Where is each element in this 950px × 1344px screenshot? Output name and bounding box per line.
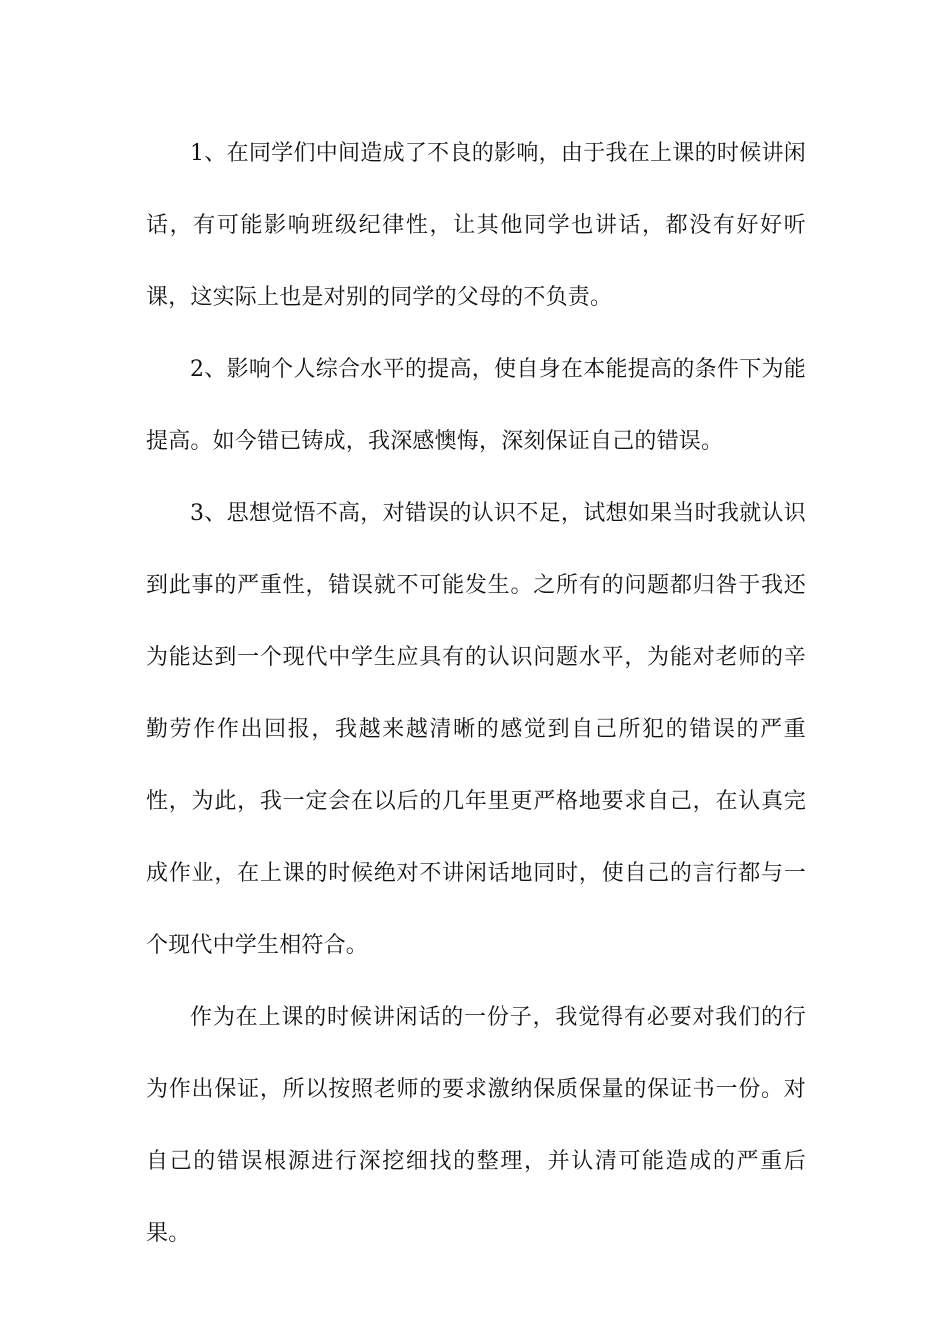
paragraph-3: 3、思想觉悟不高，对错误的认识不足，试想如果当时我就认识到此事的严重性，错误就不可能发生。之所有的问题都归咎于我还为能达到一个现代中学生应具有的认识问题水平，为能对老师的辛勤劳作作出回报，我越来越清晰的感觉到自己所犯的错误的严重性，为此，我一定会在以后的几年里更严格地要求自己，在认真完成作业，在上课的时候绝对不讲闲话地同时，使自己的言行都与一个现代中学生相符合。: [146, 501, 806, 958]
paragraph-1: 1、在同学们中间造成了不良的影响，由于我在上课的时候讲闲话，有可能影响班级纪律性，让其他同学也讲话，都没有好好听课，这实际上也是对别的同学的父母的不负责。: [146, 141, 806, 310]
paragraph-4: 作为在上课的时候讲闲话的一份子，我觉得有必要对我们的行为作出保证，所以按照老师的要求激纳保质保量的保证书一份。对自己的错误根源进行深挖细找的整理，并认清可能造成的严重后果。: [146, 1005, 806, 1246]
document-body: [146, 118, 806, 1246]
paragraph-2: 2、影响个人综合水平的提高，使自身在本能提高的条件下为能提高。如今错已铸成，我深感懊悔，深刻保证自己的错误。: [146, 357, 806, 454]
